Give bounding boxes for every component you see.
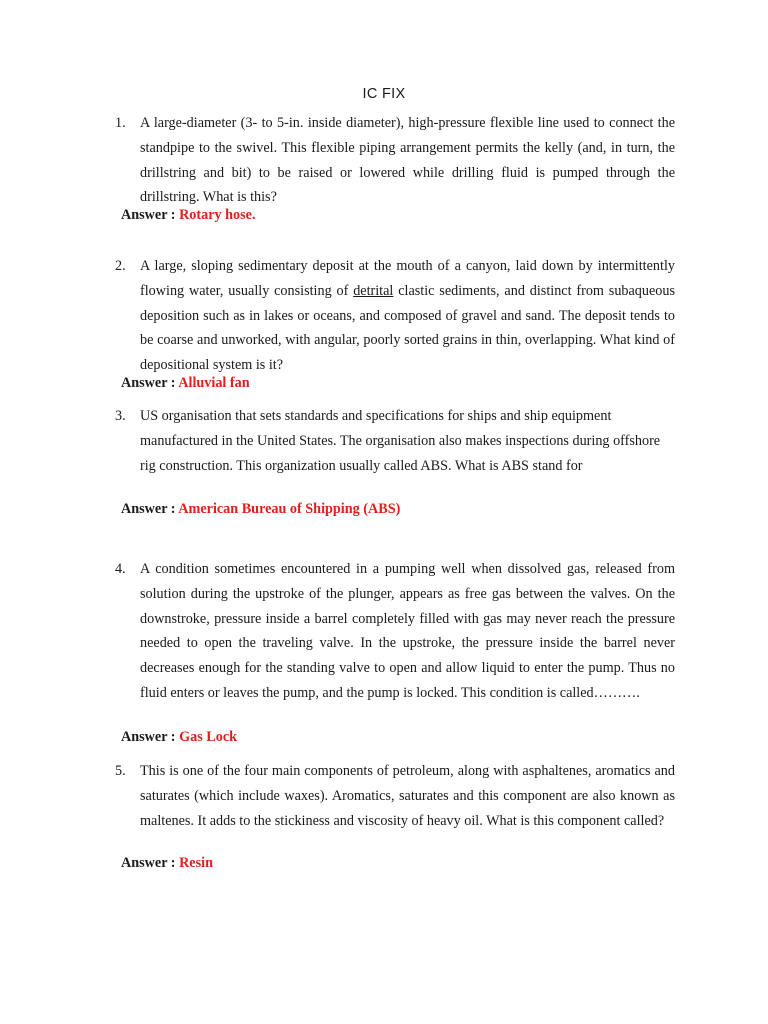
answer-5-label: Answer : xyxy=(121,855,176,871)
answer-1-label: Answer : xyxy=(121,207,176,223)
question-2-underlined-term: detrital xyxy=(353,282,394,299)
answer-5 xyxy=(121,855,213,872)
document-title: IC FIX xyxy=(362,86,406,102)
answer-3-label: Answer : xyxy=(121,501,176,517)
answer-2 xyxy=(121,375,250,392)
question-3-number: 3. xyxy=(115,408,126,424)
question-5-text: This is one of the four main components of petroleum, along with asphaltenes, aromatics and saturates (which include waxes). Aromatics, saturates and this component are also known as maltenes. It adds to the stickiness and viscosity of heavy oil. What is this component called? xyxy=(140,763,675,829)
answer-4-label: Answer : xyxy=(121,729,176,745)
question-2-number: 2. xyxy=(115,258,126,274)
question-1-text: A large-diameter (3- to 5-in. inside diameter), high-pressure flexible line used to connect the standpipe to the swivel. This flexible piping arrangement permits the kelly (and, in turn, the drillstring and bit) to be raised or lowered while drilling fluid is pumped through the drillstring. What is this? xyxy=(140,115,675,206)
question-2-text-before: A large, sloping sedimentary deposit at the mouth of a canyon, laid down by intermittently flowing water, usually consisting of xyxy=(140,258,675,299)
question-2 xyxy=(115,254,675,378)
question-1 xyxy=(115,111,675,210)
question-4 xyxy=(115,557,675,706)
answer-3 xyxy=(121,501,400,518)
question-4-text: A condition sometimes encountered in a pumping well when dissolved gas, released from solution during the upstroke of the plunger, appears as free gas between the valves. On the downstroke, pressure inside a barrel completely filled with gas may never reach the pressure needed to open the traveling valve. In the upstroke, the pressure inside the barrel never decreases enough for the standing valve to open and allow liquid to enter the pump. Thus no fluid enters or leaves the pump, and the pump is locked. This condition is called………. xyxy=(140,561,675,701)
answer-2-label: Answer : xyxy=(121,375,176,391)
question-1-number: 1. xyxy=(115,115,126,131)
answer-3-value: American Bureau of Shipping (ABS) xyxy=(178,501,401,517)
question-3 xyxy=(115,404,675,478)
answer-1 xyxy=(121,207,256,224)
question-5-number: 5. xyxy=(115,763,126,779)
answer-2-value: Alluvial fan xyxy=(178,375,250,391)
question-4-number: 4. xyxy=(115,561,126,577)
answer-4-value: Gas Lock xyxy=(179,729,238,745)
answer-1-value: Rotary hose. xyxy=(179,207,256,223)
answer-5-value: Resin xyxy=(179,855,213,871)
question-3-text: US organisation that sets standards and specifications for ships and ship equipment manufactured in the United States. The organisation also makes inspections during offshore rig construction. This organization usually called ABS. What is ABS stand for xyxy=(140,408,661,474)
answer-4 xyxy=(121,729,237,746)
question-2-text-after: clastic sediments, and distinct from subaqueous deposition such as in lakes or oceans, and composed of gravel and sand. The deposit tends to be coarse and unworked, with angular, poorly sorted grains in thin, overlapping. What kind of depositional system is it? xyxy=(140,282,675,374)
question-5 xyxy=(115,759,675,833)
